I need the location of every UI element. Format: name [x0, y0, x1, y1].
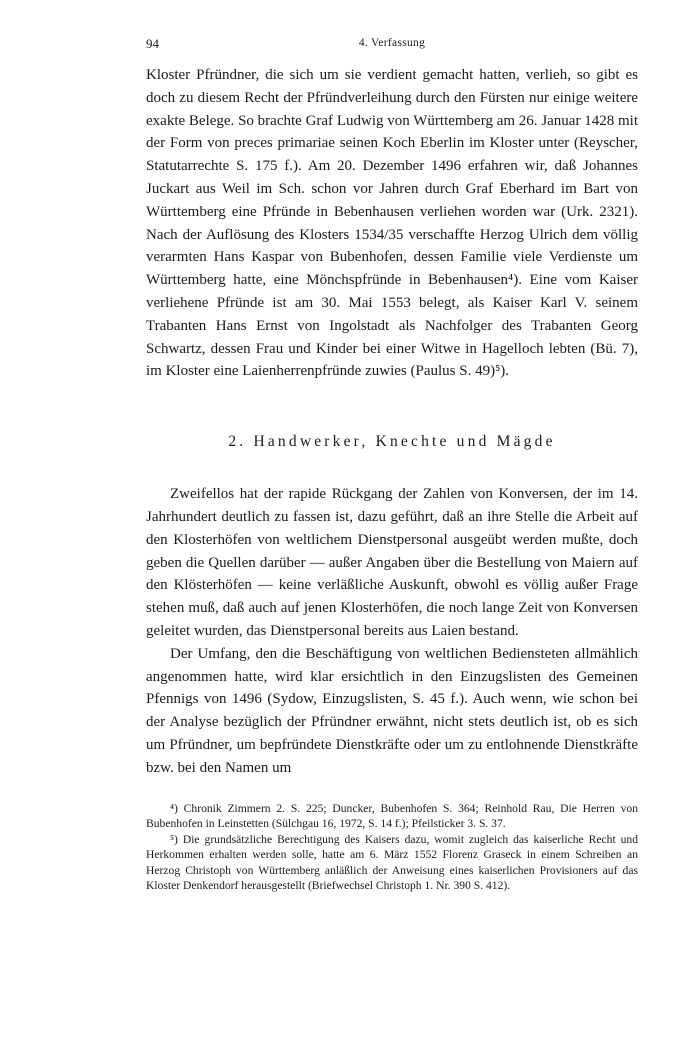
page-header [146, 36, 638, 56]
body-paragraph-2: Zweifellos hat der rapide Rückgang der Zahlen von Konversen, der im 14. Jahrhundert deutlich zu fassen ist, dazu geführt, daß an ihre Stelle die Arbeit auf den Klosterhöfen von weltlichem Dienstpersonal ausgeübt werden mußte, doch geben die Quellen darüber — außer Angaben über die Bestellung von Maiern auf den Klösterhöfen — keine verläßliche Auskunft, obwohl es völlig außer Frage stehen muß, daß auch auf jenen Klosterhöfen, die noch lange Zeit von Konversen geleitet wurden, das Dienstpersonal bereits aus Laien bestand. [146, 486, 638, 639]
running-head: 4. Verfassung [358, 37, 426, 49]
footnote-5: ⁵) Die grundsätzliche Berechtigung des Kaisers dazu, womit zugleich das kaiserliche Recht und Herkommen erhalten werden solle, hatte am 6. März 1552 Florenz Graseck in einem Schreiben an Herzog Christoph von Württemberg anläßlich der Anweisung eines kaiserlichen Provisioners auf das Kloster Denkendorf herausgestellt (Briefwechsel Christoph 1. Nr. 390 S. 412). [146, 832, 638, 893]
body-paragraph-1: Kloster Pfründner, die sich um sie verdient gemacht hatten, verlieh, so gibt es doch zu diesem Recht der Pfründverleihung durch den Fürsten nur einige weitere exakte Belege. So brachte Graf Ludwig von Württemberg am 26. Januar 1428 mit der Form von preces primariae seinen Koch Eberlin im Kloster unter (Reyscher, Statutarrechte S. 175 f.). Am 20. Dezember 1496 erfahren wir, daß Johannes Juckart aus Weil im Sch. schon vor Jahren durch Graf Eberhard im Bart von Württemberg eine Pfründe in Bebenhausen verliehen worden war (Urk. 2321). Nach der Auflösung des Klosters 1534/35 verschaffte Herzog Ulrich dem völlig verarmten Hans Kaspar von Bubenhofen, dessen Familie viele Verdienste um Württemberg hatte, eine Mönchspfründe in Bebenhausen⁴). Eine vom Kaiser verliehene Pfründe ist am 30. Mai 1553 belegt, als Kaiser Karl V. seinem Trabanten Hans Ernst von Ingolstadt als Nachfolger des Trabanten Georg Schwartz, dessen Frau und Kinder bei einer Witwe in Hagelloch lebten (Bü. 7), im Kloster eine Laienherrenpfründe zuwies (Paulus S. 49)⁵). [146, 67, 638, 380]
page-number: 94 [146, 36, 159, 51]
footnotes [146, 801, 638, 895]
page-body [146, 64, 638, 894]
section-heading: 2. Handwerker, Knechte und Mägde [228, 433, 556, 451]
body-paragraph-3: Der Umfang, den die Beschäftigung von weltlichen Bediensteten allmählich angenommen hatte, wird klar ersichtlich in den Einzugslisten des Gemeinen Pfennigs von 1496 (Sydow, Einzugslisten, S. 45 f.). Auch wenn, wie schon bei der Analyse bezüglich der Pfründner erwähnt, nicht stets deutlich ist, ob es sich um Pfründner, um bepfründete Dienstkräfte oder um zu entlohnende Dienstkräfte bzw. bei den Namen um [146, 645, 638, 776]
footnote-4: ⁴) Chronik Zimmern 2. S. 225; Duncker, Bubenhofen S. 364; Reinhold Rau, Die Herren von Bubenhofen in Leinstetten (Sülchgau 16, 1972, S. 14 f.); Pfeilsticker 3. S. 37. [146, 801, 638, 831]
